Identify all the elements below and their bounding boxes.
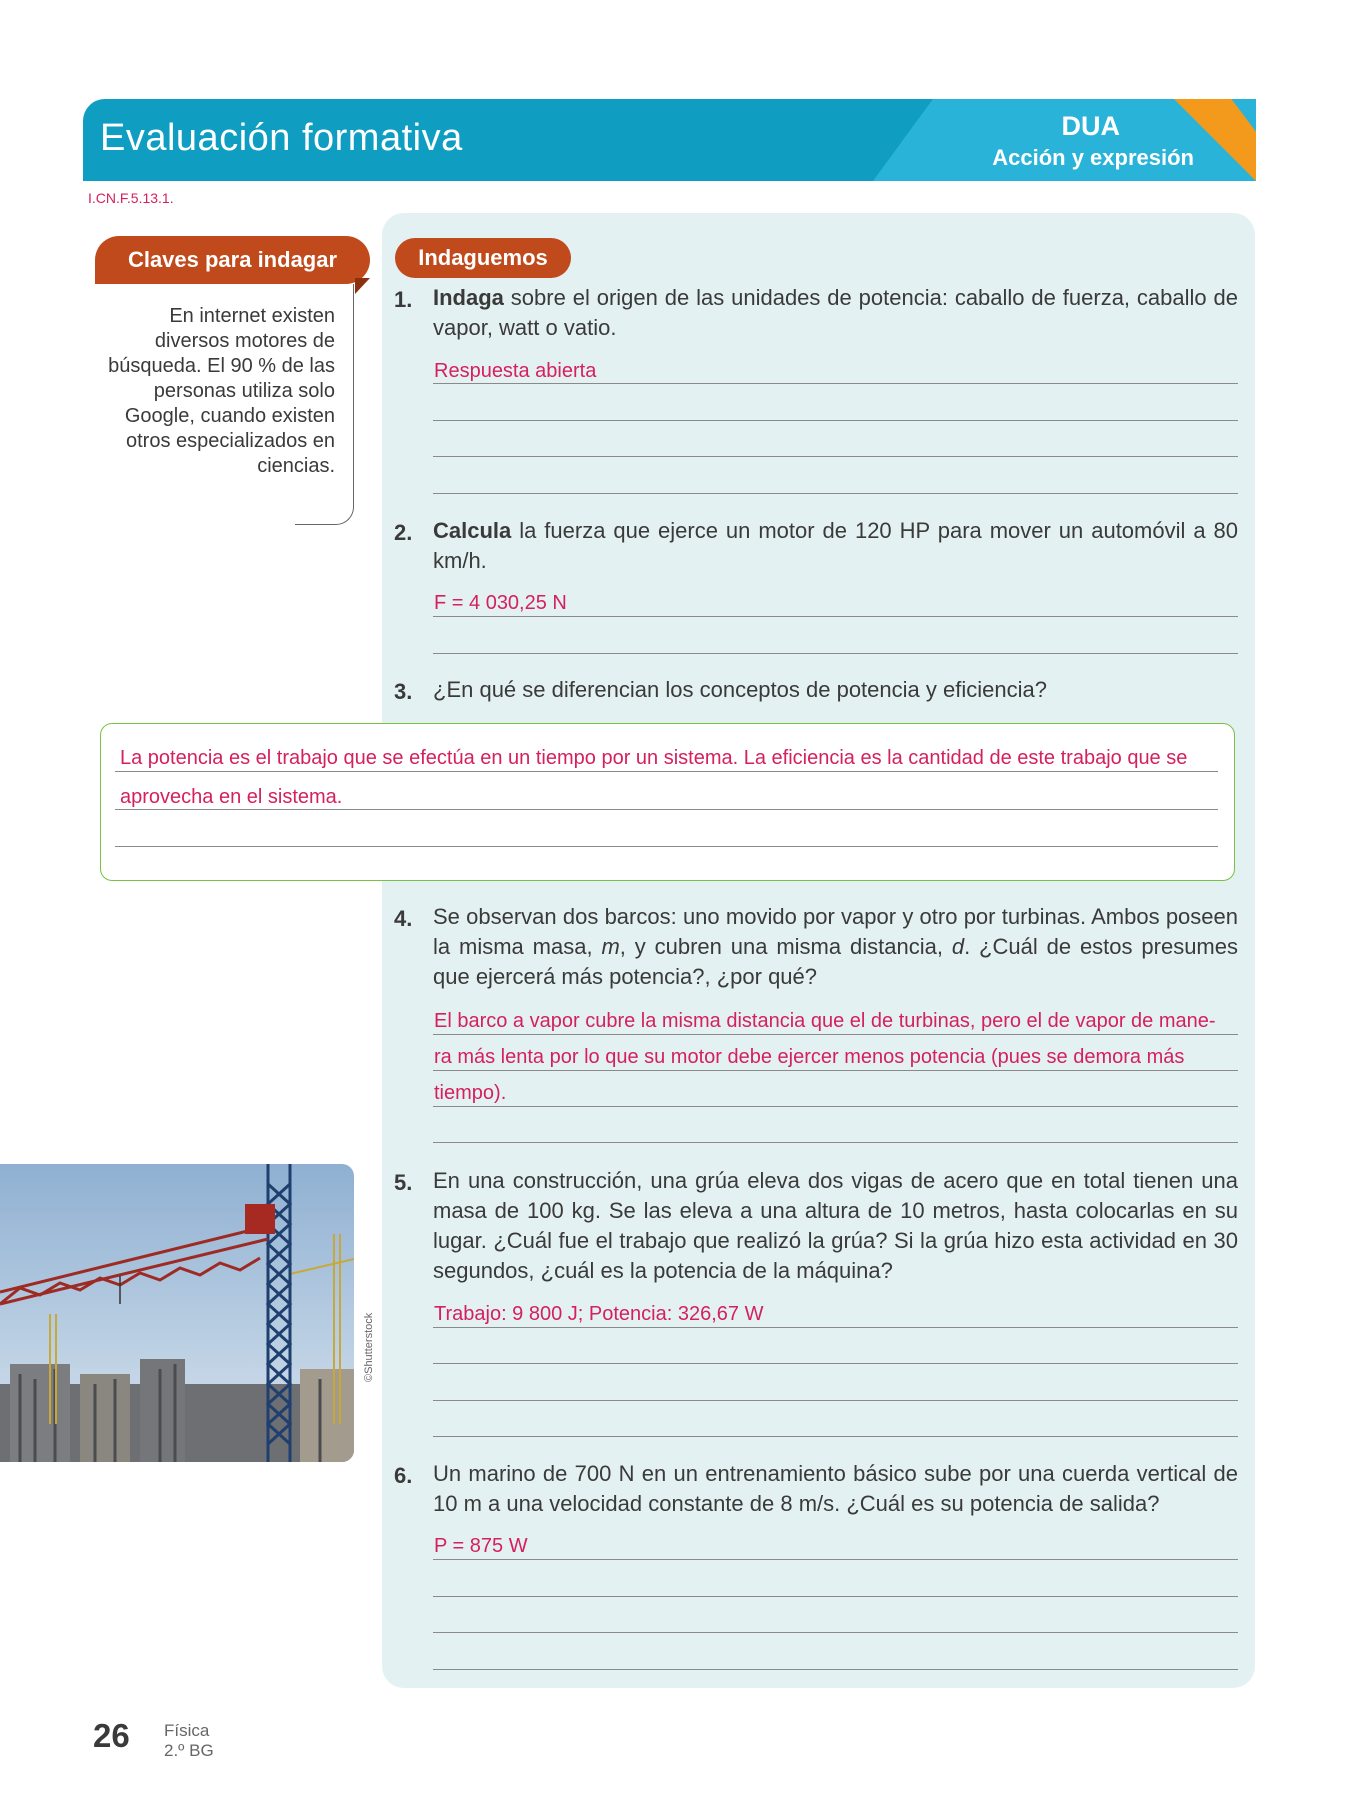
criterion-code: I.CN.F.5.13.1.: [88, 190, 174, 206]
dua-title: DUA: [1061, 111, 1120, 141]
answer-line[interactable]: [433, 1070, 1238, 1071]
claves-tag: Claves para indagar: [95, 236, 370, 284]
answer-line[interactable]: [433, 493, 1238, 494]
claves-tag-fold: [355, 278, 370, 294]
question-1-verb: Indaga: [433, 285, 504, 310]
claves-text: En internet existen diversos motores de búsqueda. El 90 % de las personas utiliza solo Google, cuando existen otros especializados en ciencias.: [108, 305, 335, 477]
question-1-answer: Respuesta abierta: [434, 360, 597, 382]
header-banner: [83, 99, 1256, 181]
footer-subject: [164, 1721, 214, 1761]
question-3-answer-line-2: aprovecha en el sistema.: [120, 786, 343, 808]
answer-line[interactable]: [433, 1669, 1238, 1670]
question-6-answer: P = 875 W: [434, 1535, 528, 1557]
crane-photo: [0, 1164, 354, 1462]
crane-illustration: [0, 1164, 354, 1462]
question-2-number: 2.: [394, 520, 413, 545]
question-5-number: 5.: [394, 1170, 413, 1195]
photo-credit: ©Shutterstock: [363, 1312, 375, 1382]
answer-line[interactable]: [433, 1034, 1238, 1035]
question-6-text: Un marino de 700 N en un entrenamiento básico sube por una cuerda vertical de 10 m a una velocidad constante de 8 m/s. ¿Cuál es su potencia de salida?: [433, 1461, 1238, 1516]
question-5-text: En una construcción, una grúa eleva dos vigas de acero que en total tienen una masa de 100 kg. Se las eleva a una altura de 10 metros, hasta colocarlas en su lugar. ¿Cuál fue el trabajo que realizó la grúa? Si la grúa hizo esta actividad en 30 segundos, ¿cuál es la potencia de la máquina?: [433, 1168, 1238, 1283]
page-number: 26: [93, 1717, 130, 1754]
answer-line[interactable]: [433, 653, 1238, 654]
question-3-answer-line-1: La potencia es el trabajo que se efectúa en un tiempo por un sistema. La eficiencia es la cantidad de este trabajo que se: [120, 747, 1188, 769]
question-4-answer-line-1: El barco a vapor cubre la misma distancia que el de turbinas, pero el de vapor de mane-: [434, 1010, 1216, 1032]
dua-subtitle: Acción y expresión: [992, 145, 1194, 170]
question-4-part-b: , y cubren una misma distancia,: [619, 934, 952, 959]
question-4-number: 4.: [394, 906, 413, 931]
page-title: Evaluación formativa: [100, 117, 463, 159]
question-3-number: 3.: [394, 679, 413, 704]
question-4-var-d: d: [951, 934, 965, 959]
question-4-part-c: . ¿Cuál de estos presumes que ejercerá más potencia?, ¿por qué?: [433, 934, 1238, 989]
question-4-var-m: m: [601, 934, 620, 959]
footer-subject-name: Física: [164, 1721, 210, 1740]
answer-line[interactable]: [433, 383, 1238, 384]
question-2-text: [433, 516, 1238, 576]
answer-line[interactable]: [433, 1596, 1238, 1597]
question-4-answer-line-2: ra más lenta por lo que su motor debe ejercer menos potencia (pues se demora más: [434, 1046, 1185, 1068]
answer-line[interactable]: [433, 456, 1238, 457]
question-2-answer: F = 4 030,25 N: [434, 592, 567, 614]
answer-line[interactable]: [433, 1142, 1238, 1143]
question-4-part-a: Se observan dos barcos: uno movido por vapor y otro por turbinas. Ambos poseen la misma masa,: [433, 904, 1238, 959]
answer-line[interactable]: [433, 420, 1238, 421]
answer-line[interactable]: [433, 1436, 1238, 1437]
indaguemos-tag: Indaguemos: [395, 238, 571, 278]
answer-line[interactable]: [433, 1559, 1238, 1560]
footer-grade: 2.º BG: [164, 1741, 214, 1760]
answer-line[interactable]: [115, 846, 1218, 847]
question-2-verb: Calcula: [433, 518, 512, 543]
answer-line[interactable]: [433, 1327, 1238, 1328]
answer-line[interactable]: [433, 1400, 1238, 1401]
answer-line[interactable]: [433, 1106, 1238, 1107]
answer-line[interactable]: [115, 771, 1218, 772]
answer-line[interactable]: [433, 1363, 1238, 1364]
answer-line[interactable]: [115, 809, 1218, 810]
question-5-answer: Trabajo: 9 800 J; Potencia: 326,67 W: [434, 1303, 764, 1325]
question-3-text: ¿En qué se diferencian los conceptos de potencia y eficiencia?: [433, 677, 1047, 702]
question-1-number: 1.: [394, 287, 413, 312]
question-1-body: sobre el origen de las unidades de potencia: caballo de fuerza, caballo de vapor, watt o vatio.: [433, 285, 1238, 340]
answer-line[interactable]: [433, 1632, 1238, 1633]
question-4-text: [433, 902, 1238, 992]
answer-line[interactable]: [433, 616, 1238, 617]
question-4-answer-line-3: tiempo).: [434, 1082, 507, 1104]
question-2-body: la fuerza que ejerce un motor de 120 HP para mover un automóvil a 80 km/h.: [433, 518, 1238, 573]
question-6-number: 6.: [394, 1463, 413, 1488]
question-1-text: [433, 283, 1238, 343]
